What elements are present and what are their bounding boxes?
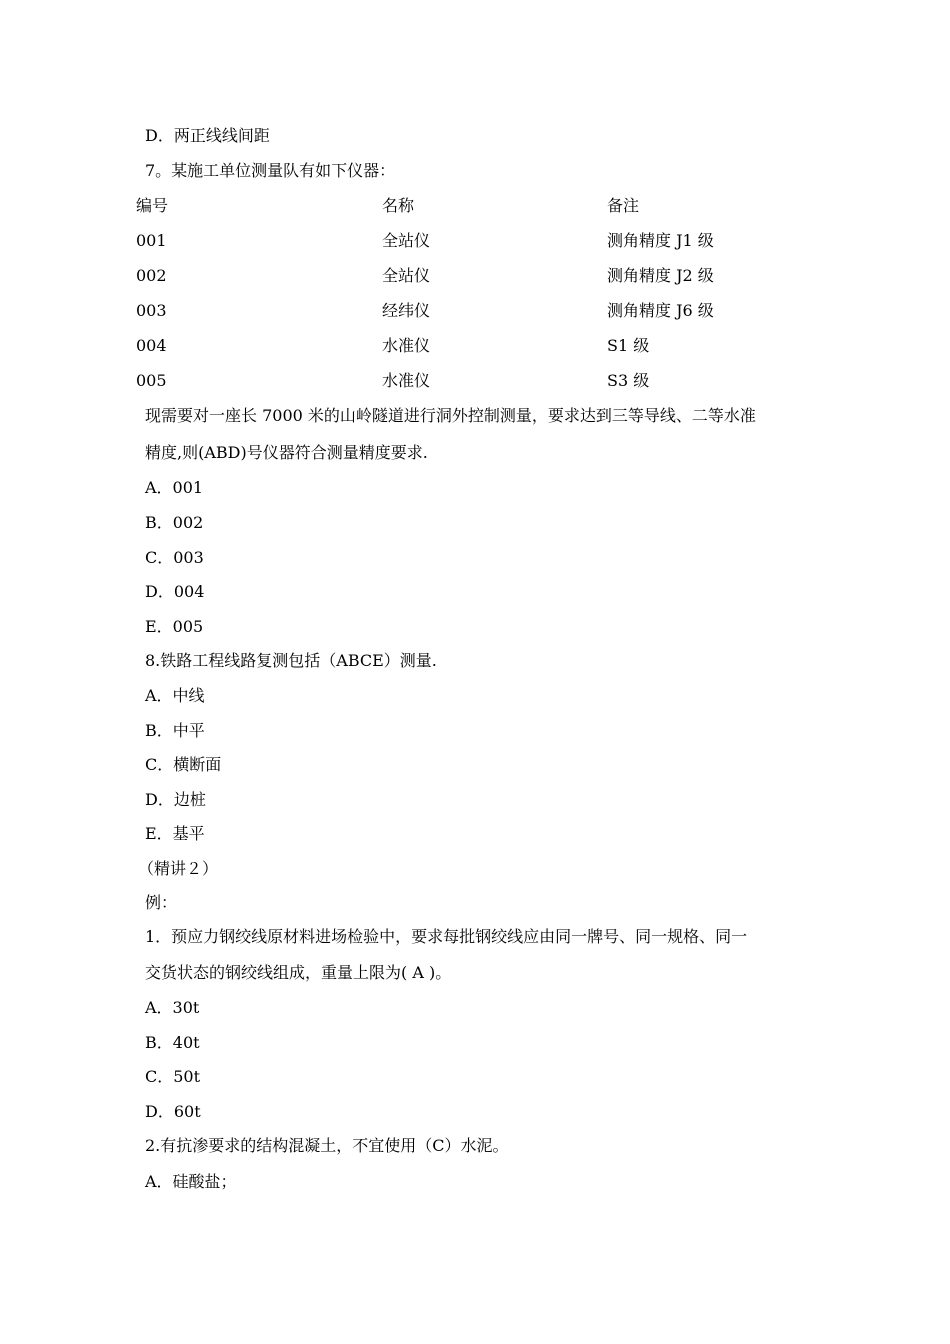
header-number: 编号 xyxy=(136,196,169,215)
cell-number: 005 xyxy=(136,371,167,390)
cell-name: 水准仪 xyxy=(382,371,431,390)
q8-option-a: A．中线 xyxy=(145,686,205,705)
cell-number: 002 xyxy=(136,266,167,285)
example1-option-b: B．40t xyxy=(145,1033,200,1052)
cell-remark: 测角精度 J1 级 xyxy=(607,231,714,250)
cell-remark: 测角精度 J6 级 xyxy=(607,301,714,320)
example1-stem-line-1: 1．预应力钢绞线原材料进场检验中，要求每批钢绞线应由同一牌号、同一规格、同一 xyxy=(145,927,748,946)
q7-option-d: D．004 xyxy=(145,582,205,601)
cell-name: 全站仪 xyxy=(382,231,431,250)
example1-option-c: C．50t xyxy=(145,1067,201,1086)
header-name: 名称 xyxy=(382,196,415,215)
q7-stem: 7。某施工单位测量队有如下仪器： xyxy=(145,161,396,180)
q6-option-d: D．两正线线间距 xyxy=(145,126,270,145)
cell-remark: S1 级 xyxy=(607,336,650,355)
q7-body-line-2: 精度,则(ABD)号仪器符合测量精度要求. xyxy=(145,443,428,462)
q8-option-c: C．横断面 xyxy=(145,755,222,774)
example-label: 例： xyxy=(145,893,178,912)
q8-option-d: D．边桩 xyxy=(145,790,206,809)
cell-name: 水准仪 xyxy=(382,336,431,355)
cell-name: 全站仪 xyxy=(382,266,431,285)
cell-remark: 测角精度 J2 级 xyxy=(607,266,714,285)
cell-name: 经纬仪 xyxy=(382,301,431,320)
q8-option-b: B．中平 xyxy=(145,721,205,740)
cell-number: 001 xyxy=(136,231,167,250)
q7-option-a: A．001 xyxy=(145,478,204,497)
section-heading: （精讲２） xyxy=(138,859,219,878)
cell-number: 003 xyxy=(136,301,167,320)
q8-option-e: E．基平 xyxy=(145,824,205,843)
q7-option-c: C．003 xyxy=(145,548,204,567)
example2-option-a: A．硅酸盐； xyxy=(145,1172,237,1191)
q8-stem: 8.铁路工程线路复测包括（ABCE）测量. xyxy=(145,651,437,670)
cell-remark: S3 级 xyxy=(607,371,650,390)
example1-option-d: D．60t xyxy=(145,1102,201,1121)
example1-option-a: A．30t xyxy=(145,998,200,1017)
header-remark: 备注 xyxy=(607,196,640,215)
cell-number: 004 xyxy=(136,336,167,355)
q7-body-line-1: 现需要对一座长 7000 米的山岭隧道进行洞外控制测量，要求达到三等导线、二等水准 xyxy=(145,406,756,425)
q7-option-b: B．002 xyxy=(145,513,204,532)
example1-stem-line-2: 交货状态的钢绞线组成，重量上限为( A )。 xyxy=(145,963,452,982)
q7-option-e: E．005 xyxy=(145,617,204,636)
example2-stem: 2.有抗渗要求的结构混凝土，不宜使用（C）水泥。 xyxy=(145,1136,509,1155)
